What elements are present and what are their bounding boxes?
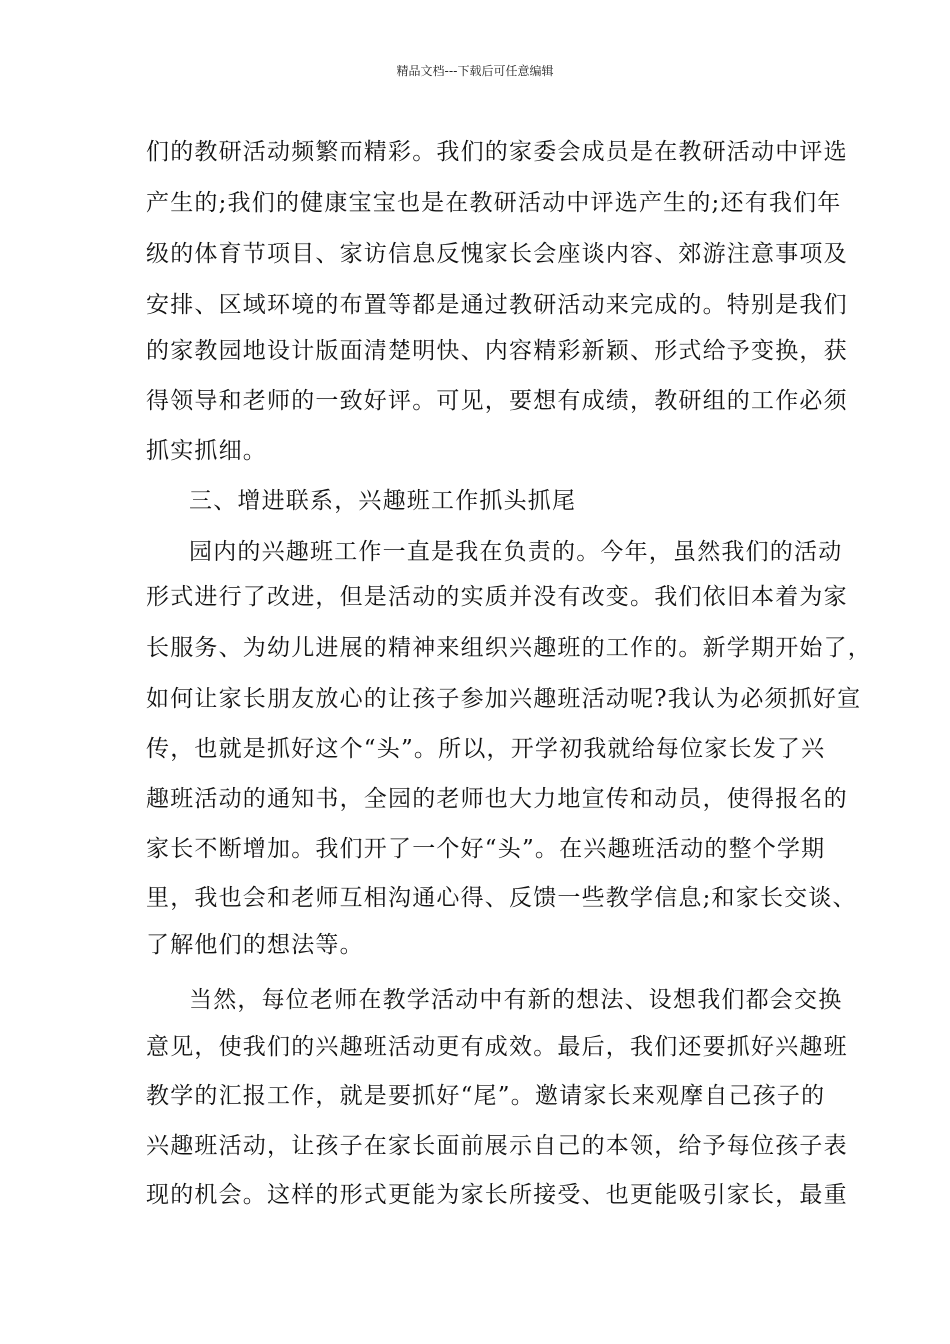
text-line: 了解他们的想法等。	[146, 932, 364, 958]
text-line: 安排、区域环境的布置等都是通过教研活动来完成的。特别是我们	[146, 292, 848, 318]
text-line: 形式进行了改进，但是活动的实质并没有改变。我们依旧本着为家	[146, 584, 848, 610]
text-line: 趣班活动的通知书，全园的老师也大力地宣传和动员，使得报名的	[146, 786, 848, 812]
text-line: 教学的汇报工作，就是要抓好“尾”。邀请家长来观摩自己孩子的	[146, 1083, 826, 1109]
text-line: 得领导和老师的一致好评。可见，要想有成绩，教研组的工作必须	[146, 388, 848, 414]
text-line: 级的体育节项目、家访信息反愧家长会座谈内容、郊游注意事项及	[146, 241, 848, 267]
text-line: 产生的;我们的健康宝宝也是在教研活动中评选产生的;还有我们年	[146, 190, 842, 216]
text-line: 长服务、为幼儿进展的精神来组织兴趣班的工作的。新学期开始了，	[146, 635, 872, 661]
text-line: 传，也就是抓好这个“头”。所以，开学初我就给每位家长发了兴	[146, 736, 826, 762]
text-line: 抓实抓细。	[146, 438, 267, 464]
section-heading: 三、增进联系，兴趣班工作抓头抓尾	[189, 488, 577, 514]
text-line: 现的机会。这样的形式更能为家长所接受、也更能吸引家长，最重	[146, 1182, 848, 1208]
text-line: 园内的兴趣班工作一直是我在负责的。今年，虽然我们的活动	[189, 539, 843, 565]
page-header: 精品文档---下载后可任意编辑	[396, 64, 554, 78]
text-line: 的家教园地设计版面清楚明快、内容精彩新颖、形式给予变换，获	[146, 338, 848, 364]
text-line: 意见，使我们的兴趣班活动更有成效。最后，我们还要抓好兴趣班	[146, 1034, 848, 1060]
text-line: 如何让家长朋友放心的让孩子参加兴趣班活动呢?我认为必须抓好宣	[146, 686, 862, 712]
text-line: 兴趣班活动，让孩子在家长面前展示自己的本领，给予每位孩子表	[146, 1133, 848, 1159]
text-line: 里，我也会和老师互相沟通心得、反馈一些教学信息;和家长交谈、	[146, 885, 857, 911]
text-line: 家长不断增加。我们开了一个好“头”。在兴趣班活动的整个学期	[146, 836, 826, 862]
text-line: 们的教研活动频繁而精彩。我们的家委会成员是在教研活动中评选	[146, 139, 848, 165]
text-line: 当然，每位老师在教学活动中有新的想法、设想我们都会交换	[189, 987, 843, 1013]
